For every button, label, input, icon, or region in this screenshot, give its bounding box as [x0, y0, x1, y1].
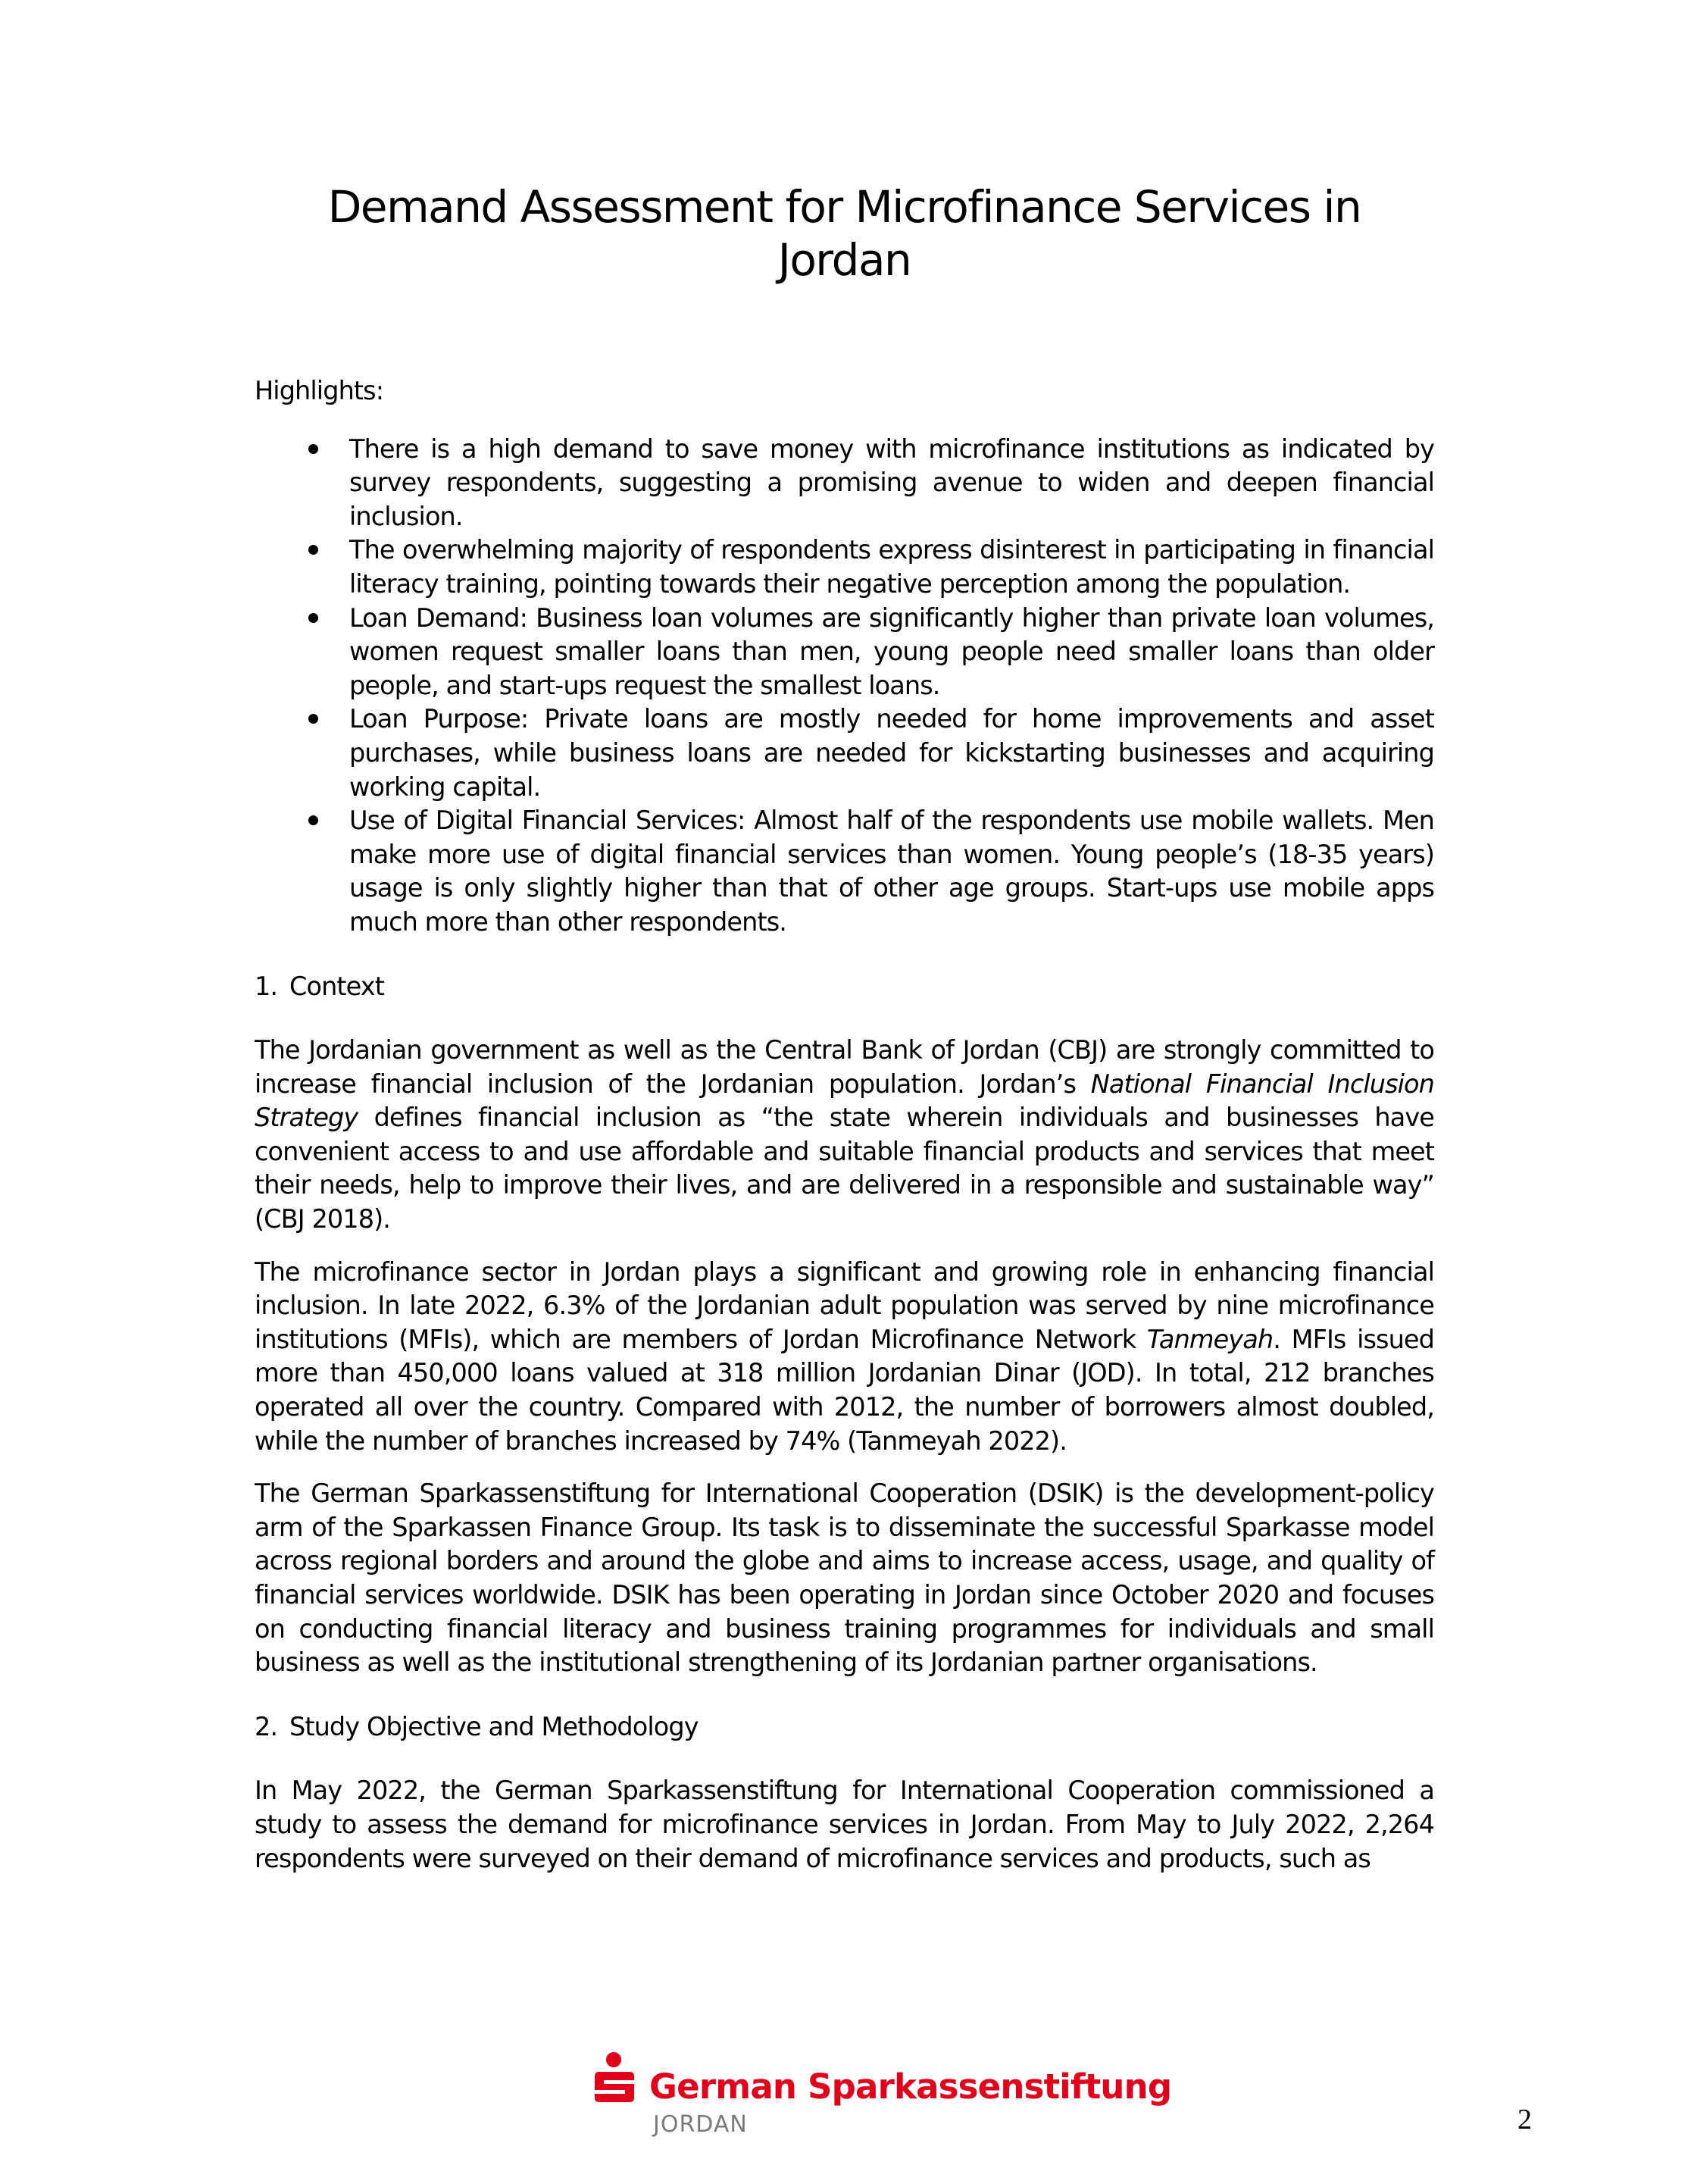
highlight-item: There is a high demand to save money with microfinance institutions as indicated by survey respondents, suggesting a promising avenue to widen and deepen financial inclusion. — [255, 433, 1434, 534]
document-body — [255, 374, 1434, 1876]
methodology-paragraph-1: In May 2022, the German Sparkassenstiftung for International Cooperation commissioned a study to assess the demand for microfinance services in Jordan. From May to July 2022, 2,264 respondents were surveyed on their demand of microfinance services and products, such as — [255, 1776, 1434, 1873]
brand-subtitle: JORDAN — [653, 2111, 748, 2138]
context-paragraph-1: The Jordanian government as well as the Central Bank of Jordan (CBJ) are strongly committed to increase financial inclusion of the Jordanian population. Jordan’s National Financial Inclusion Strategy defines financial inclusion as “the state wherein individuals and businesses have convenient access to and use affordable and suitable financial products and services that meet their needs, help to improve their lives, and are delivered in a responsible and sustainable way” (CBJ 2018). — [255, 1035, 1434, 1234]
sparkasse-s-icon — [595, 2052, 634, 2102]
section-number: 1. — [255, 971, 278, 1001]
brand-name: German Sparkassenstiftung — [649, 2067, 1172, 2107]
bullet-icon — [308, 613, 318, 623]
context-paragraph-3: The German Sparkassenstiftung for International Cooperation (DSIK) is the development-policy arm of the Sparkassen Finance Group. Its task is to disseminate the successful Sparkasse model across regional borders and around the globe and aims to increase access, usage, and quality of financial services worldwide. DSIK has been operating in Jordan since October 2020 and focuses on conducting financial literacy and business training programmes for individuals and small business as well as the institutional strengthening of its Jordanian partner organisations. — [255, 1478, 1434, 1678]
highlight-item: Loan Purpose: Private loans are mostly needed for home improvements and asset purchases, while business loans are needed for kickstarting businesses and acquiring working capital. — [255, 702, 1434, 804]
highlights-list — [255, 433, 1434, 940]
title-line-2: Jordan — [777, 234, 911, 286]
bullet-icon — [308, 444, 318, 454]
highlight-item: Use of Digital Financial Services: Almost half of the respondents use mobile wallets. Men make more use of digital financial services than women. Young people’s (18-35 years) usage is only slightly higher than that of other age groups. Start-ups use mobile apps much more than other respondents. — [255, 804, 1434, 939]
section-title: Study Objective and Methodology — [289, 1711, 699, 1741]
context-paragraph-2: The microfinance sector in Jordan plays a significant and growing role in enhancing financial inclusion. In late 2022, 6.3% of the Jordanian adult population was served by nine microfinance institutions (MFIs), which are members of Jordan Microfinance Network Tanmeyah. MFIs issued more than 450,000 loans valued at 318 million Jordanian Dinar (JOD). In total, 212 branches operated all over the country. Compared with 2012, the number of borrowers almost doubled, while the number of branches increased by 74% (Tanmeyah 2022). — [255, 1256, 1434, 1456]
highlight-item: The overwhelming majority of respondents express disinterest in participating in financial literacy training, pointing towards their negative perception among the population. — [255, 533, 1434, 601]
highlights-heading: Highlights: — [255, 376, 384, 405]
strategy-name: National Financial Inclusion Strategy — [255, 1069, 1434, 1133]
network-name: Tanmeyah — [1146, 1324, 1274, 1354]
footer-logo — [595, 2052, 1172, 2158]
bullet-icon — [308, 714, 318, 724]
section-number: 2. — [255, 1711, 278, 1741]
page-title — [255, 180, 1434, 286]
section-heading-methodology — [255, 1710, 1434, 1744]
title-line-1: Demand Assessment for Microfinance Services in — [327, 181, 1361, 233]
bullet-icon — [308, 815, 318, 825]
section-title: Context — [289, 971, 384, 1001]
bullet-icon — [308, 545, 318, 555]
page-number: 2 — [1517, 2104, 1532, 2136]
highlight-item: Loan Demand: Business loan volumes are significantly higher than private loan volumes, women request smaller loans than men, young people need smaller loans than older people, and start-ups request the smallest loans. — [255, 602, 1434, 703]
section-heading-context — [255, 970, 1434, 1004]
